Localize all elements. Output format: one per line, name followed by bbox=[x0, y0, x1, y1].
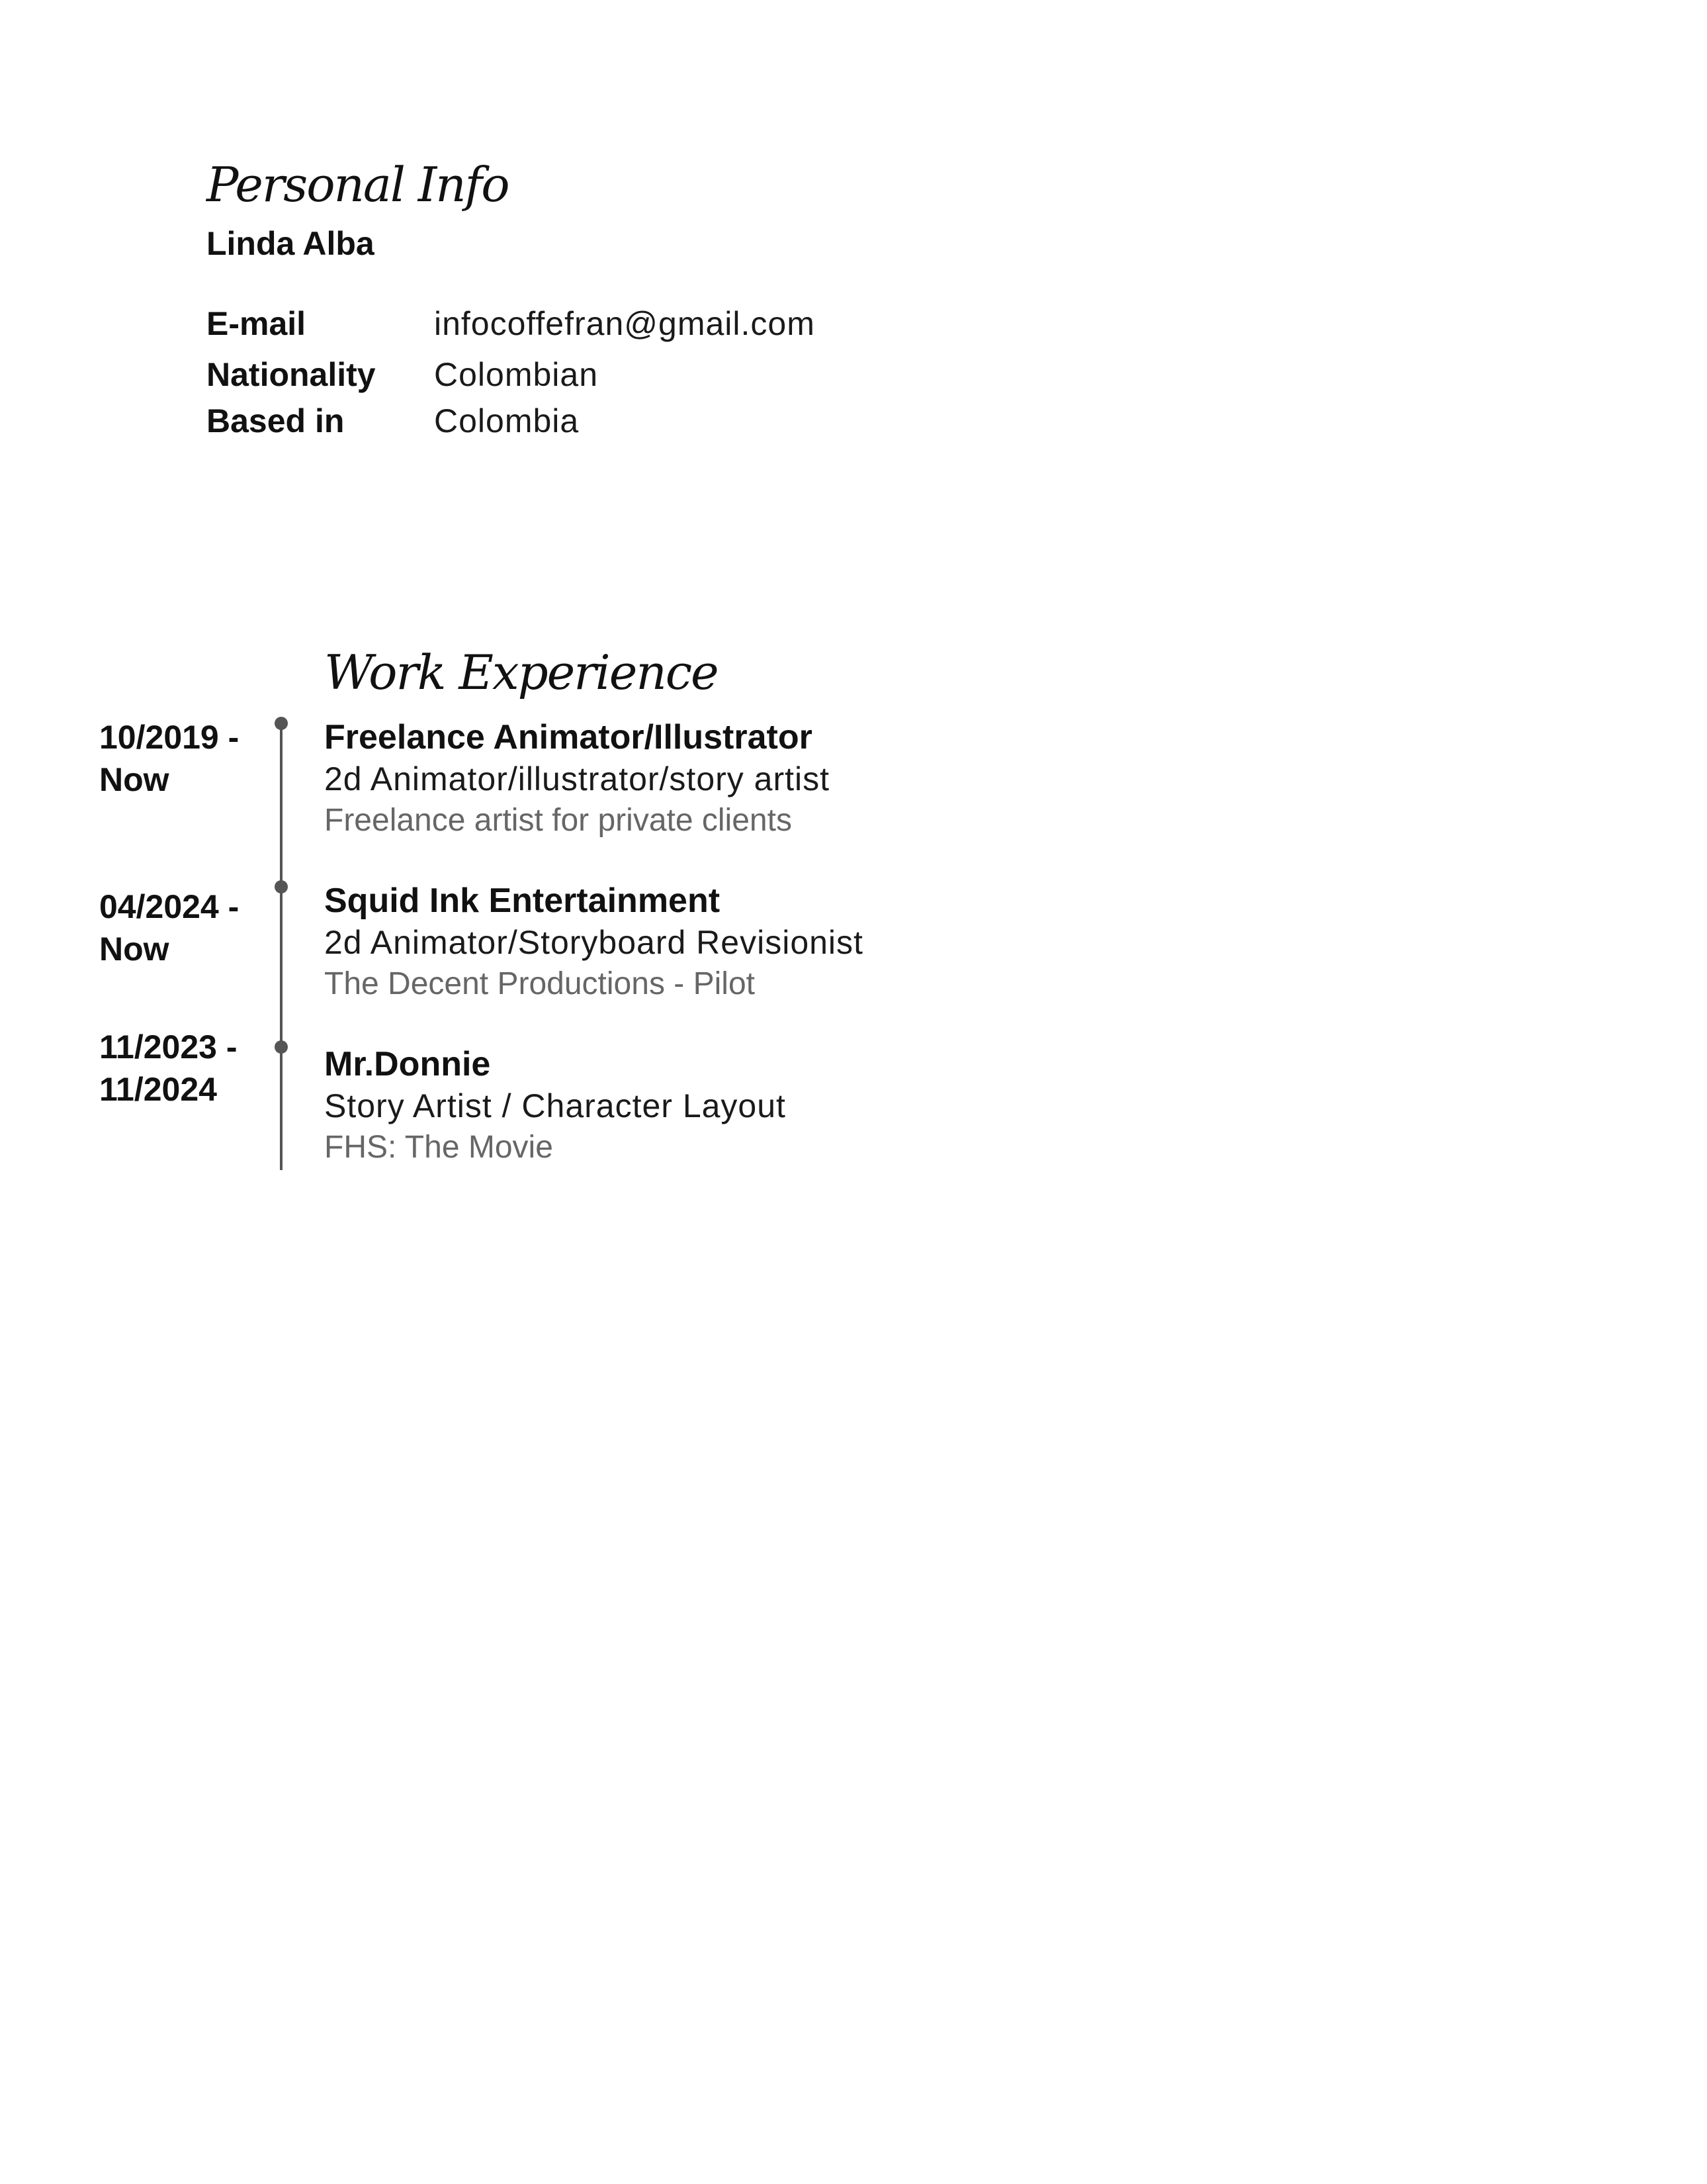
work-experience-heading: Work Experience bbox=[324, 645, 718, 700]
entry-date-start: 11/2023 - bbox=[99, 1028, 238, 1066]
entry-date bbox=[99, 1026, 238, 1111]
based-in-value: Colombia bbox=[434, 402, 580, 439]
entry-client: FHS: The Movie bbox=[324, 1130, 553, 1165]
entry-date bbox=[99, 886, 239, 970]
entry-role: Story Artist / Character Layout bbox=[324, 1087, 786, 1124]
entry-client: The Decent Productions - Pilot bbox=[324, 966, 755, 1001]
entry-date-end: Now bbox=[99, 931, 169, 968]
entry-date-end: 11/2024 bbox=[99, 1071, 217, 1108]
entry-date-end: Now bbox=[99, 761, 169, 798]
nationality-value: Colombian bbox=[434, 356, 599, 393]
person-name: Linda Alba bbox=[206, 225, 374, 262]
entry-title: Squid Ink Entertainment bbox=[324, 882, 721, 920]
timeline-dot bbox=[275, 1040, 288, 1054]
entry-date-start: 10/2019 - bbox=[99, 719, 240, 756]
entry-date bbox=[99, 716, 239, 801]
entry-client: Freelance artist for private clients bbox=[324, 803, 792, 838]
personal-info-heading: Personal Info bbox=[206, 157, 509, 212]
entry-date-start: 04/2024 - bbox=[99, 888, 240, 925]
entry-role: 2d Animator/illustrator/story artist bbox=[324, 760, 830, 797]
nationality-label: Nationality bbox=[206, 356, 376, 393]
email-value: infocoffefran@gmail.com bbox=[434, 305, 815, 342]
email-label: E-mail bbox=[206, 305, 306, 342]
timeline-line bbox=[280, 723, 283, 1170]
entry-title: Freelance Animator/Illustrator bbox=[324, 718, 812, 756]
entry-title: Mr.Donnie bbox=[324, 1045, 491, 1083]
timeline-dot bbox=[275, 717, 288, 730]
based-in-label: Based in bbox=[206, 402, 345, 439]
entry-role: 2d Animator/Storyboard Revisionist bbox=[324, 924, 863, 961]
timeline-dot bbox=[275, 880, 288, 893]
